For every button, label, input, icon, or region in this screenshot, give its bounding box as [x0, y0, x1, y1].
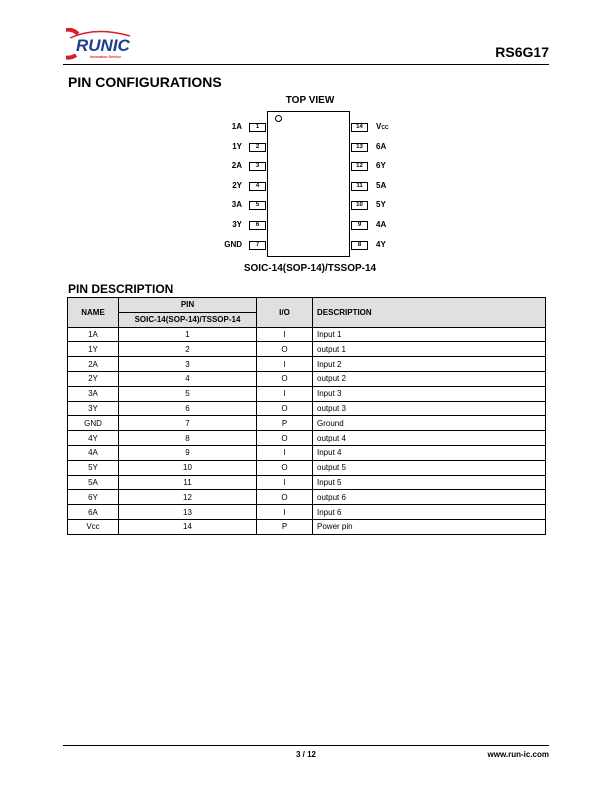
cell-description: Input 4	[313, 445, 546, 460]
table-row	[68, 460, 546, 475]
cell-description: Ground	[313, 416, 546, 431]
table-row	[68, 475, 546, 490]
header-name: NAME	[68, 298, 119, 328]
pin-label-subscript: CC	[381, 125, 389, 131]
pin-label: 3Y	[232, 220, 242, 229]
cell-name: 2A	[68, 357, 119, 372]
pin-label: 2A	[231, 161, 242, 171]
cell-pin: 2	[119, 342, 257, 357]
header-pin: PIN	[119, 298, 257, 313]
cell-description: Input 6	[313, 505, 546, 520]
cell-name: 6A	[68, 505, 119, 520]
pin-label	[376, 220, 386, 230]
pin-number-box: 11	[351, 182, 368, 191]
cell-pin: 12	[119, 490, 257, 505]
pin-number-box: 5	[249, 201, 266, 210]
pin-label	[376, 200, 386, 210]
cell-pin: 11	[119, 475, 257, 490]
cell-description: Input 2	[313, 357, 546, 372]
cell-description: output 5	[313, 460, 546, 475]
footer-divider	[63, 745, 549, 746]
cell-io: I	[257, 445, 313, 460]
table-row	[68, 431, 546, 446]
cell-pin: 13	[119, 505, 257, 520]
cell-io: I	[257, 475, 313, 490]
cell-pin: 6	[119, 401, 257, 416]
pin-number-box: 3	[249, 162, 266, 171]
package-label: SOIC-14(SOP-14)/TSSOP-14	[243, 263, 377, 274]
pin-label	[376, 122, 389, 133]
pin-number-box: 1	[249, 123, 266, 132]
logo-brand-name: RUNIC	[76, 36, 130, 55]
pin-description-table	[67, 297, 546, 535]
pin-label-text: 6A	[376, 141, 387, 151]
cell-description: output 1	[313, 342, 546, 357]
cell-name: 5Y	[68, 460, 119, 475]
page-number: 3 / 12	[295, 750, 316, 759]
cell-name: 5A	[68, 475, 119, 490]
table-row	[68, 357, 546, 372]
cell-description: Power pin	[313, 519, 546, 534]
pin-label: GND	[224, 239, 242, 249]
ic-package-body	[267, 111, 350, 257]
pin-number-box: 12	[351, 162, 368, 171]
website-url: www.run-ic.com	[487, 750, 549, 759]
pin-description-title: PIN DESCRIPTION	[68, 282, 174, 296]
cell-io: O	[257, 342, 313, 357]
cell-io: O	[257, 401, 313, 416]
cell-pin: 8	[119, 431, 257, 446]
cell-name: 1Y	[68, 342, 119, 357]
cell-io: I	[257, 386, 313, 401]
cell-description: Input 1	[313, 327, 546, 342]
table-row	[68, 519, 546, 534]
pin-label-text: 6Y	[376, 161, 386, 171]
cell-pin: 5	[119, 386, 257, 401]
cell-description: Input 3	[313, 386, 546, 401]
cell-io: O	[257, 371, 313, 386]
cell-name: Vcc	[68, 519, 119, 534]
company-logo	[66, 28, 138, 64]
cell-name: 3A	[68, 386, 119, 401]
cell-io: I	[257, 357, 313, 372]
pin1-marker	[275, 115, 282, 122]
pin-label-text: 5Y	[376, 200, 386, 210]
pin-number-box: 13	[351, 143, 368, 152]
table-row	[68, 386, 546, 401]
runic-logo-graphic	[66, 28, 138, 64]
logo-tagline: Innovation Service	[90, 55, 122, 59]
cell-description: output 4	[313, 431, 546, 446]
cell-name: 1A	[68, 327, 119, 342]
pin-number-box: 2	[249, 143, 266, 152]
pin-number-box: 6	[249, 221, 266, 230]
top-view-label: TOP VIEW	[285, 95, 335, 106]
cell-io: O	[257, 490, 313, 505]
cell-pin: 7	[119, 416, 257, 431]
header-divider	[63, 64, 549, 65]
pin-label	[376, 181, 386, 191]
cell-io: I	[257, 505, 313, 520]
cell-name: 4Y	[68, 431, 119, 446]
pin-label: 3A	[231, 200, 242, 210]
pin-configurations-title: PIN CONFIGURATIONS	[68, 74, 222, 90]
table-row	[68, 490, 546, 505]
pin-label: 2Y	[232, 180, 242, 190]
pin-number-box: 8	[351, 241, 368, 250]
table-row	[68, 342, 546, 357]
cell-name: 6Y	[68, 490, 119, 505]
pin-label-text: 4Y	[376, 239, 386, 249]
cell-pin: 14	[119, 519, 257, 534]
table-row	[68, 505, 546, 520]
table-row	[68, 416, 546, 431]
pin-label-text: V	[376, 122, 382, 131]
cell-name: 4A	[68, 445, 119, 460]
pin-number-box: 7	[249, 241, 266, 250]
pin-label	[376, 161, 386, 171]
cell-io: P	[257, 519, 313, 534]
document-code: RS6G17	[495, 44, 549, 60]
cell-pin: 4	[119, 371, 257, 386]
cell-pin: 10	[119, 460, 257, 475]
cell-name: 2Y	[68, 371, 119, 386]
cell-io: O	[257, 460, 313, 475]
pin-label-text: 4A	[376, 220, 387, 229]
cell-name: GND	[68, 416, 119, 431]
table-row	[68, 371, 546, 386]
pin-number-box: 14	[351, 123, 368, 132]
pin-label	[376, 240, 386, 250]
cell-io: O	[257, 431, 313, 446]
pin-number-box: 4	[249, 182, 266, 191]
pin-label-text: 5A	[376, 180, 387, 190]
pin-number-box: 9	[351, 221, 368, 230]
cell-description: output 3	[313, 401, 546, 416]
cell-pin: 9	[119, 445, 257, 460]
table-row	[68, 401, 546, 416]
table-row	[68, 327, 546, 342]
pin-number-box: 10	[351, 201, 368, 210]
header-description: DESCRIPTION	[313, 298, 546, 328]
cell-name: 3Y	[68, 401, 119, 416]
pin-label: 1Y	[232, 141, 242, 151]
cell-pin: 3	[119, 357, 257, 372]
cell-description: output 2	[313, 371, 546, 386]
header-io: I/O	[257, 298, 313, 328]
cell-description: Input 5	[313, 475, 546, 490]
cell-pin: 1	[119, 327, 257, 342]
cell-io: I	[257, 327, 313, 342]
pin-label	[376, 142, 386, 152]
header-package: SOIC-14(SOP-14)/TSSOP-14	[119, 312, 257, 327]
cell-io: P	[257, 416, 313, 431]
table-row	[68, 445, 546, 460]
cell-description: output 6	[313, 490, 546, 505]
pin-label: 1A	[231, 122, 242, 131]
